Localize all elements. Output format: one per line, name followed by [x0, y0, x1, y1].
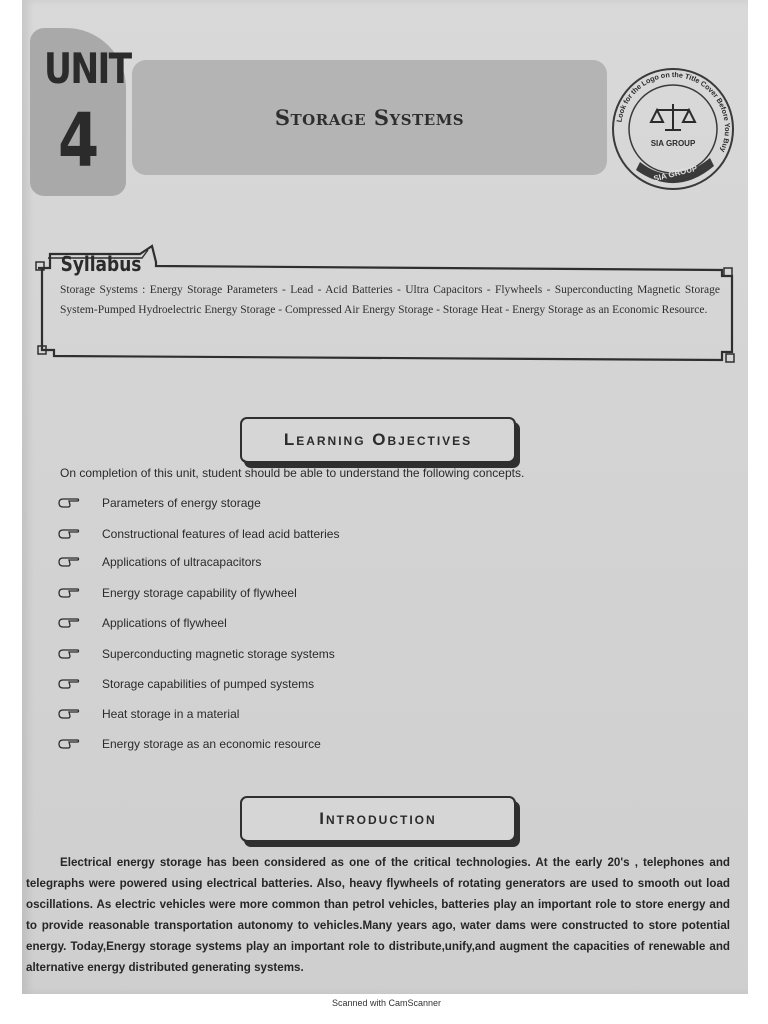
objective-item: [58, 673, 314, 695]
objective-text: Heat storage in a material: [102, 707, 240, 721]
objective-item: [58, 612, 227, 634]
chapter-title: Storage Systems: [274, 105, 465, 130]
objective-text: Energy storage as an economic resource: [102, 737, 321, 751]
scanner-watermark: Scanned with CamScanner: [332, 998, 442, 1008]
objective-text: Applications of ultracapacitors: [102, 555, 262, 569]
chapter-title-bar: [132, 60, 607, 175]
seal-brand: SIA GROUP: [650, 139, 696, 148]
pointing-hand-icon: [58, 647, 80, 661]
pointing-hand-icon: [58, 527, 80, 541]
objective-item: [58, 582, 297, 604]
objective-text: Parameters of energy storage: [102, 496, 261, 510]
pointing-hand-icon: [58, 616, 80, 630]
objective-text: Constructional features of lead acid batteries: [102, 527, 340, 541]
syllabus-box: [32, 240, 738, 372]
pointing-hand-icon: [58, 555, 80, 569]
pointing-hand-icon: [58, 707, 80, 721]
objective-text: Applications of flywheel: [102, 616, 227, 630]
introduction-paragraph: Electrical energy storage has been considered as one of the critical technologies. At the early 20's , telephones and telegraphs were powered using electrical batteries. Also, heavy flywheels of rotating generators are used to smooth out load oscillations. As electric vehicles were more common than petrol vehicles, batteries play an important role to store energy and to provide reasonable transportation autonomy to vehicles.Many years ago, water dams were constructed to store potential energy. Today,Energy storage systems play an important role to distribute,unify,and augment the capacities of renewable and alternative energy distributed generating systems.: [26, 856, 730, 974]
objective-item: [58, 733, 321, 755]
learning-objectives-heading-box: [240, 417, 516, 463]
introduction-heading: Introduction: [242, 798, 514, 840]
objective-item: [58, 643, 335, 665]
unit-number: 4: [58, 98, 100, 184]
syllabus-label: Syllabus: [60, 252, 142, 276]
balance-scale-icon: [651, 104, 695, 130]
objective-text: Storage capabilities of pumped systems: [102, 677, 315, 691]
learning-objectives-intro: On completion of this unit, student should be able to understand the following concepts.: [60, 466, 525, 480]
seal-ribbon-text: SIA GROUP: [652, 163, 699, 184]
objective-item: [58, 523, 339, 545]
objective-item: [58, 492, 261, 514]
pointing-hand-icon: [58, 496, 80, 510]
syllabus-text: Storage Systems : Energy Storage Parameters - Lead - Acid Batteries - Ultra Capacitors - Flywheels - Superconducting Magnetic Storage System-Pumped Hydroelectric Energy Storage - Compressed Air Energy Storage - Storage Heat - Energy Storage as an Economic Resource.: [60, 284, 720, 316]
objective-item: [58, 551, 261, 573]
scanned-page: [22, 0, 748, 994]
pointing-hand-icon: [58, 737, 80, 751]
objective-item: [58, 703, 239, 725]
seal-ring-text: Look for the Logo on the Title Cover Before You Buy: [614, 69, 733, 154]
objective-text: Energy storage capability of flywheel: [102, 586, 297, 600]
pointing-hand-icon: [58, 677, 80, 691]
unit-label: UNIT: [44, 44, 131, 93]
publisher-seal-logo: [610, 66, 736, 192]
objective-text: Superconducting magnetic storage systems: [102, 647, 335, 661]
pointing-hand-icon: [58, 586, 80, 600]
learning-objectives-heading: Learning Objectives: [242, 419, 514, 461]
introduction-heading-box: [240, 796, 516, 842]
